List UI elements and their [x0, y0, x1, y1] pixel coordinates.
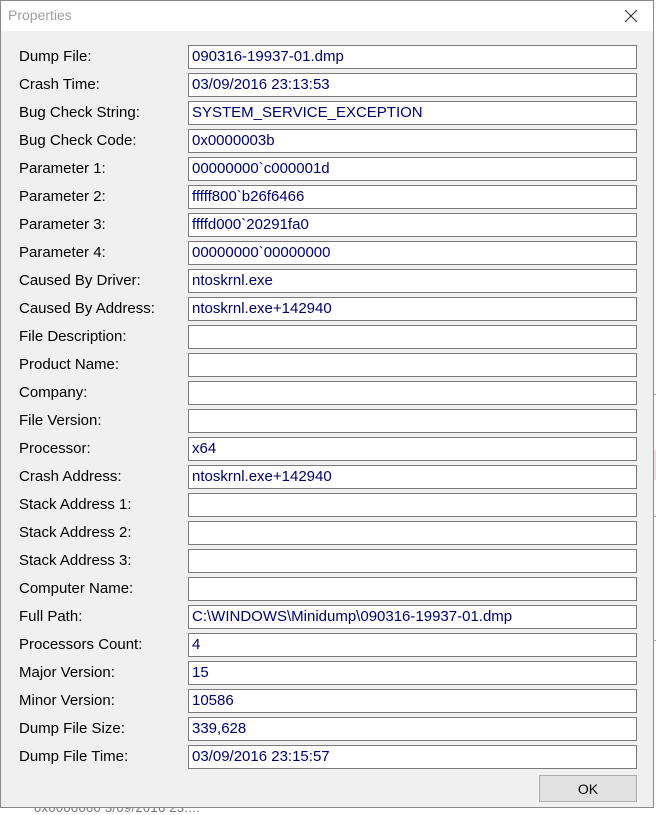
- property-row: [1, 297, 653, 321]
- property-label: Minor Version:: [19, 692, 115, 709]
- property-value-field[interactable]: [188, 409, 637, 433]
- property-value-field[interactable]: fffff800`b26f6466: [188, 185, 637, 209]
- property-row: [1, 353, 653, 377]
- property-value-field[interactable]: ntoskrnl.exe+142940: [188, 465, 637, 489]
- title-bar[interactable]: [1, 1, 653, 31]
- property-value-field[interactable]: [188, 353, 637, 377]
- dialog-title: Properties: [8, 7, 72, 23]
- property-label: Parameter 1:: [19, 160, 106, 177]
- property-value-field[interactable]: 00000000`c000001d: [188, 157, 637, 181]
- property-label: Dump File Time:: [19, 748, 129, 765]
- property-value-field[interactable]: 090316-19937-01.dmp: [188, 45, 637, 69]
- property-value-field[interactable]: [188, 381, 637, 405]
- property-row: [1, 521, 653, 545]
- property-row: [1, 381, 653, 405]
- property-value-field[interactable]: 00000000`00000000: [188, 241, 637, 265]
- property-label: File Version:: [19, 412, 102, 429]
- property-value-field[interactable]: SYSTEM_SERVICE_EXCEPTION: [188, 101, 637, 125]
- property-row: [1, 745, 653, 769]
- property-label: Parameter 2:: [19, 188, 106, 205]
- property-value-field[interactable]: ntoskrnl.exe: [188, 269, 637, 293]
- property-value-field[interactable]: [188, 493, 637, 517]
- property-row: [1, 269, 653, 293]
- property-row: [1, 185, 653, 209]
- property-value-field[interactable]: 0x0000003b: [188, 129, 637, 153]
- property-label: Caused By Driver:: [19, 272, 141, 289]
- property-row: [1, 605, 653, 629]
- property-label: Stack Address 1:: [19, 496, 132, 513]
- property-label: Stack Address 2:: [19, 524, 132, 541]
- property-label: Bug Check Code:: [19, 132, 137, 149]
- property-label: Company:: [19, 384, 88, 401]
- property-row: [1, 157, 653, 181]
- property-label: Major Version:: [19, 664, 115, 681]
- property-row: [1, 129, 653, 153]
- property-value-field[interactable]: x64: [188, 437, 637, 461]
- property-value-field[interactable]: ffffd000`20291fa0: [188, 213, 637, 237]
- property-row: [1, 465, 653, 489]
- property-label: Stack Address 3:: [19, 552, 132, 569]
- property-row: [1, 633, 653, 657]
- property-row: [1, 661, 653, 685]
- property-value-field[interactable]: [188, 577, 637, 601]
- property-row: [1, 213, 653, 237]
- property-row: [1, 241, 653, 265]
- property-label: Bug Check String:: [19, 104, 140, 121]
- property-row: [1, 325, 653, 349]
- close-icon: [624, 9, 638, 23]
- property-label: Dump File Size:: [19, 720, 125, 737]
- property-label: Caused By Address:: [19, 300, 155, 317]
- property-label: File Description:: [19, 328, 127, 345]
- property-label: Processors Count:: [19, 636, 143, 653]
- property-value-field[interactable]: [188, 325, 637, 349]
- property-value-field[interactable]: C:\WINDOWS\Minidump\090316-19937-01.dmp: [188, 605, 637, 629]
- property-row: [1, 45, 653, 69]
- property-label: Crash Time:: [19, 76, 100, 93]
- property-value-field[interactable]: ntoskrnl.exe+142940: [188, 297, 637, 321]
- property-value-field[interactable]: 4: [188, 633, 637, 657]
- property-value-field[interactable]: 339,628: [188, 717, 637, 741]
- property-row: [1, 409, 653, 433]
- property-label: Crash Address:: [19, 468, 122, 485]
- property-row: [1, 101, 653, 125]
- property-value-field[interactable]: [188, 549, 637, 573]
- close-button[interactable]: [609, 1, 653, 31]
- property-label: Parameter 4:: [19, 244, 106, 261]
- property-label: Parameter 3:: [19, 216, 106, 233]
- property-value-field[interactable]: 03/09/2016 23:15:57: [188, 745, 637, 769]
- property-label: Processor:: [19, 440, 91, 457]
- property-row: [1, 577, 653, 601]
- property-value-field[interactable]: 15: [188, 661, 637, 685]
- ok-button[interactable]: OK: [539, 775, 637, 802]
- property-row: [1, 717, 653, 741]
- property-value-field[interactable]: [188, 521, 637, 545]
- property-label: Full Path:: [19, 608, 83, 625]
- property-label: Computer Name:: [19, 580, 134, 597]
- property-row: [1, 73, 653, 97]
- property-row: [1, 549, 653, 573]
- property-row: [1, 437, 653, 461]
- property-label: Dump File:: [19, 48, 92, 65]
- property-row: [1, 493, 653, 517]
- property-row: [1, 689, 653, 713]
- property-label: Product Name:: [19, 356, 120, 373]
- property-value-field[interactable]: 10586: [188, 689, 637, 713]
- property-value-field[interactable]: 03/09/2016 23:13:53: [188, 73, 637, 97]
